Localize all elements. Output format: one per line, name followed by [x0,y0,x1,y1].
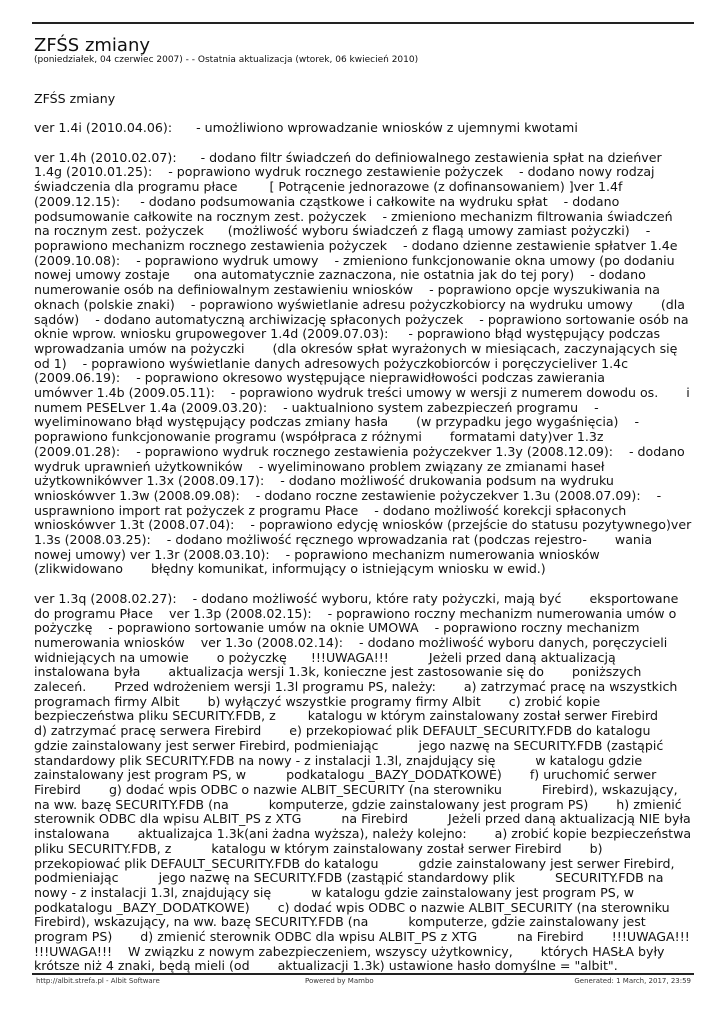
footer-site-link[interactable]: http://albit.strefa.pl - Albit Software [36,977,160,985]
changelog-paragraph: ver 1.3q (2008.02.27): - dodano możliwość wyboru, które raty pożyczki, mają być eksportowane do programu Płace ver 1.3p (2008.02.15): - poprawiono roczny mechanizm numerowania umów o pożyczkę - poprawiono sortowanie umów na oknie UMOWA - poprawiono roczny mechanizm numerowania wniosków ver 1.3o (2008.02.14): - dodano możliwość wyboru danych, poręczycieli widniejących na umowie o pożyczkę !!!UWAGA!!! Jeżeli przed daną aktualizacją instalowana była aktualizacja wersji 1.3k, konieczne jest zastosowanie się do poniższych zaleceń. Przed wdrożeniem wersji 1.3l programu PS, należy: a) zatrzymać pracę na wszystkich programach firmy Albit b) wyłączyć wszystkie programy firmy Albit c) zrobić kopie bezpieczeństwa pliku SECURITY.FDB, z katalogu w którym zainstalowany został serwer Firebird d) zatrzymać pracę serwera Firebird e) przekopiować plik DEFAULT_SECURITY.FDB do katalogu gdzie zainstalowany jest serwer Firebird, podmieniając jego nazwę na SECURITY.FDB (zastąpić standardowy plik SECURITY.FDB na nowy - z instalacji 1.3l, znajdujący się w katalogu gdzie zainstalowany jest program PS, w podkatalogu _BAZY_DODATKOWE) f) uruchomić serwer Firebird g) dodać wpis ODBC o nazwie ALBIT_SECURITY (na sterowniku Firebird), wskazujący, na ww. bazę SECURITY.FDB (na komputerze, gdzie zainstalowany jest program PS) h) zmienić sterownik ODBC dla wpisu ALBIT_PS z XTG na Firebird Jeżeli przed daną aktualizacją NIE była instalowana aktualizajca 1.3k(ani żadna wyższa), należy kolejno: a) zrobić kopie bezpieczeństwa pliku SECURITY.FDB, z katalogu w którym zainstalowany został serwer Firebird b) przekopiować plik DEFAULT_SECURITY.FDB do katalogu gdzie zainstalowany jest serwer Firebird, podmieniając jego nazwę na SECURITY.FDB (zastąpić standardowy plik SECURITY.FDB na nowy - z instalacji 1.3l, znajdujący się w katalogu gdzie zainstalowany jest program PS, w podkatalogu _BAZY_DODATKOWE) c) dodać wpis ODBC o nazwie ALBIT_SECURITY (na sterowniku Firebird), wskazujący, na ww. bazę SECURITY.FDB (na komputerze, gdzie zainstalowany jest program PS) d) zmienić sterownik ODBC dla wpisu ALBIT_PS z XTG na Firebird !!!UWAGA!!! !!!UWAGA!!! W związku z nowym zabezpieczeniem, wszyscy użytkownicy, których HASŁA były krótsze niż 4 znaki, będą mieli (od aktualizacji 1.3k) ustawione hasło domyślne = "albit". [34,590,706,974]
bottom-rule [32,973,694,975]
changelog-paragraph: ver 1.4i (2010.04.06): - umożliwiono wprowadzanie wniosków z ujemnymi kwotami [34,120,578,136]
changelog-paragraph: ver 1.4h (2010.02.07): - dodano filtr świadczeń do definiowalnego zestawienia spłat na dzieńver 1.4g (2010.01.25): - poprawiono wydruk rocznego zestawienie pożyczek - dodano nowy rodzaj świadczenia dla programu płace [ Potrącenie jednorazowe (z dofinansowaniem) ]ver 1.4f (2009.12.15): - dodano podsumowania cząstkowe i całkowite na wydruku spłat - dodano podsumowanie całkowite na rocznym zest. pożyczek - zmieniono mechanizm filtrowania świadczeń na rocznym zest. pożyczek (możliwość wyboru świadczeń z flagą umowy zamiast pożyczki) - poprawiono mechanizm rocznego zestawienia pożyczek - dodano dzienne zestawienie spłatver 1.4e (2009.10.08): - poprawiono wydruk umowy - zmieniono funkcjonowanie okna umowy (po dodaniu nowej umowy zostaje ona automatycznie zaznaczona, nie ostatnia jak do tej pory) - dodano numerowanie osób na definiowalnym zestawieniu wniosków - poprawiono opcje wyszukiwania na oknach (polskie znaki) - poprawiono wyświetlanie adresu pożyczkobiorcy na wydruku umowy (dla sądów) - dodano automatyczną archiwizację spłaconych pożyczek - poprawiono sortowanie osób na oknie wprow. wniosku grupowegover 1.4d (2009.07.03): - poprawiono błąd występujący podczas wprowadzania umów na pożyczki (dla okresów spłat wyrażonych w miesiącach, zaczynających się od 1) - poprawiono wyświetlanie danych adresowych pożyczkobiorców i poręczycieliver 1.4c (2009.06.19): - poprawiono okresowo występujące nieprawidłowości podczas zawierania umówver 1.4b (2009.05.11): - poprawiono wydruk treści umowy w wersji z numerem dowodu os. i numem PESELver 1.4a (2009.03.20): - uaktualniono system zabezpieczeń programu - wyeliminowano błąd występujący podczas zmiany hasła (w przypadku jego wygaśnięcia) - poprawiono funkcjonowanie programu (współpraca z różnymi formatami daty)ver 1.3z (2009.01.28): - poprawiono wydruk rocznego zestawienia pożyczekver 1.3y (2008.12.09): - dodano wydruk uprawnień użytkowników - wyeliminowano problem związany ze zmianami haseł użytkownikówver 1.3x (2008.09.17): - dodano możliwość drukowania podsum na wydruku wnioskówver 1.3w (2008.09.08): - dodano roczne zestawienie pożyczekver 1.3u (2008.07.09): - usprawniono import rat pożyczek z programu Płace - dodano możliwość korekcji spłaconych wnioskówver 1.3t (2008.07.04): - poprawiono edycję wniosków (przejście do statusu pozytywnego)ver 1.3s (2008.03.25): - dodano możliwość ręcznego wprowadzania rat (podczas rejestro- wania nowej umowy) ver 1.3r (2008.03.10): - poprawiono mechanizm numerowania wniosków (zlikwidowano błędny komunikat, informujący o istniejącym wniosku w ewid.) [34,149,696,577]
page-subtitle-dates: (poniedziałek, 04 czerwiec 2007) - - Ostatnia aktualizacja (wtorek, 06 kwiecień 2010) [34,55,419,65]
article-body [34,91,706,989]
article-heading: ZFŚS zmiany [34,91,116,106]
footer-generated-date: Generated: 1 March, 2017, 23:59 [574,977,691,985]
top-rule [32,22,694,24]
page-title: ZFŚS zmiany [34,35,151,56]
footer-powered-by: Powered by Mambo [305,977,374,985]
